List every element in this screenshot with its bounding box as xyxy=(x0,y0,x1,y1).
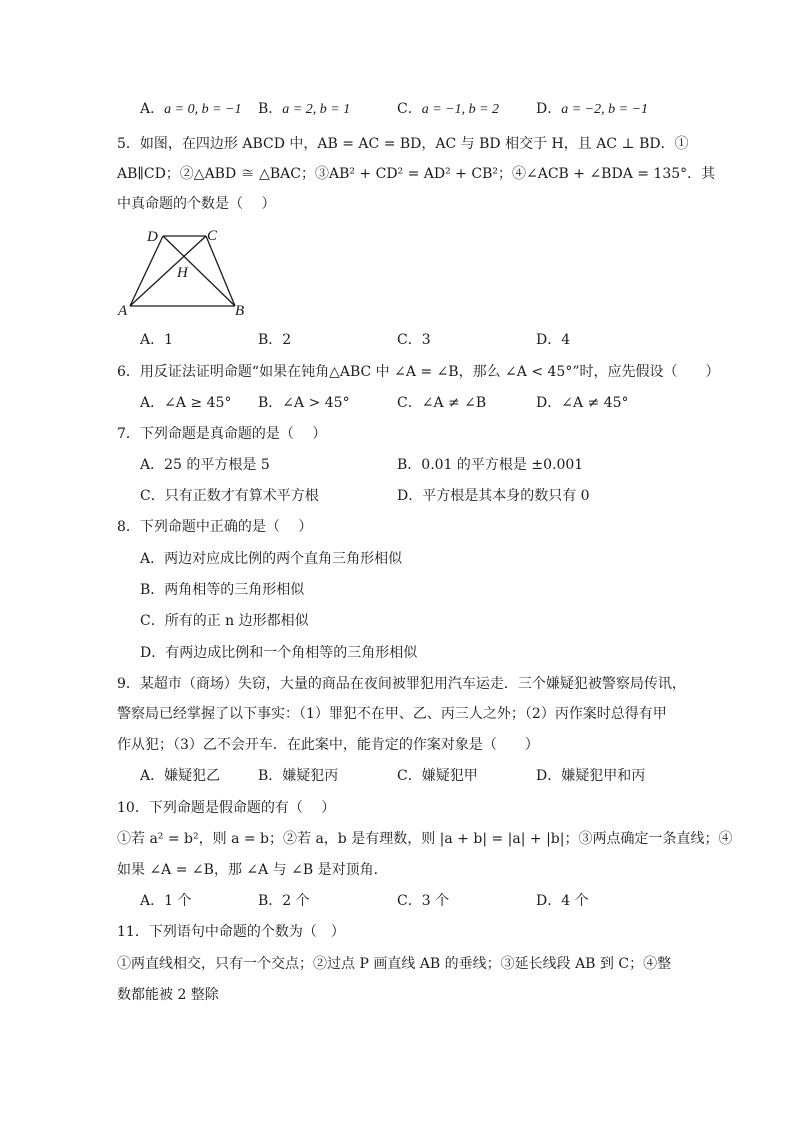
q5-quadrilateral-figure xyxy=(117,224,257,320)
q4-option-a-text: a = 0, b = −1 xyxy=(164,102,242,117)
q7-option-b: B．0.01 的平方根是 ±0.001 xyxy=(397,457,584,473)
q10-option-b: B．2 个 xyxy=(258,893,310,909)
q6-option-a: A．∠A ≥ 45° xyxy=(140,395,232,411)
q5-option-b: B．2 xyxy=(258,332,292,348)
q5-stem-line2: AB∥CD；②△ABD ≅ △BAC；③AB² + CD² = AD² + CB²；④∠ACB + ∠BDA = 135°．其 xyxy=(117,166,716,182)
q8-option-d: D．有两边成比例和一个角相等的三角形相似 xyxy=(140,645,418,661)
q11-statements-line1: ①两直线相交，只有一个交点；②过点 P 画直线 AB 的垂线；③延长线段 AB 到 C；④整 xyxy=(117,956,672,972)
q8-option-c: C．所有的正 n 边形都相似 xyxy=(140,613,309,629)
q6-option-d: D．∠A ≠ 45° xyxy=(536,395,629,411)
intersection-label-h: H xyxy=(177,265,188,281)
q4-option-c xyxy=(397,99,499,120)
q4-option-b xyxy=(258,99,350,120)
segment-cb xyxy=(206,236,235,306)
q9-stem-line3: 作从犯；（3）乙不会开车．在此案中，能肯定的作案对象是（ ） xyxy=(117,737,539,753)
q8-stem: 8．下列命题中正确的是（ ） xyxy=(117,519,313,535)
q4-option-d-text: a = −2, b = −1 xyxy=(561,102,649,117)
q5-stem-line3: 中真命题的个数是（ ） xyxy=(117,196,276,212)
q4-option-d-label: D． xyxy=(536,101,562,117)
q9-option-d: D．嫌疑犯甲和丙 xyxy=(536,768,646,784)
q4-option-a-label: A． xyxy=(140,101,165,117)
q9-option-b: B．嫌疑犯丙 xyxy=(258,768,339,784)
q10-option-d: D．4 个 xyxy=(536,893,589,909)
q5-option-d: D．4 xyxy=(536,332,571,348)
q4-option-b-label: B． xyxy=(258,101,283,117)
q10-stem: 10．下列命题是假命题的有（ ） xyxy=(117,800,336,816)
q8-option-a: A．两边对应成比例的两个直角三角形相似 xyxy=(140,551,403,567)
q4-option-b-text: a = 2, b = 1 xyxy=(282,102,351,117)
q7-option-a: A．25 的平方根是 5 xyxy=(140,457,270,473)
q6-option-b: B．∠A > 45° xyxy=(258,395,350,411)
q4-option-d xyxy=(536,99,648,120)
q7-option-d: D．平方根是其本身的数只有 0 xyxy=(397,488,590,504)
vertex-label-d: D xyxy=(147,229,158,245)
q7-stem: 7．下列命题是真命题的是（ ） xyxy=(117,426,327,442)
q9-option-a: A．嫌疑犯乙 xyxy=(140,768,221,784)
q9-stem-line1: 9．某超市（商场）失窃，大量的商品在夜间被罪犯用汽车运走．三个嫌疑犯被警察局传讯， xyxy=(117,676,686,692)
q5-option-c: C．3 xyxy=(397,332,431,348)
q4-option-a xyxy=(140,99,241,120)
vertex-label-b: B xyxy=(235,303,245,319)
vertex-label-a: A xyxy=(118,303,128,319)
segment-bd xyxy=(163,236,235,306)
segment-ac xyxy=(130,236,206,306)
q10-statements-line1: ①若 a² = b²，则 a = b；②若 a，b 是有理数，则 |a + b| = |a| + |b|；③两点确定一条直线；④ xyxy=(117,831,733,847)
q5-stem-line1: 5．如图，在四边形 ABCD 中，AB = AC = BD，AC 与 BD 相交于 H，且 AC ⊥ BD．① xyxy=(117,136,689,152)
q8-option-b: B．两角相等的三角形相似 xyxy=(140,582,305,598)
q5-option-a: A．1 xyxy=(140,332,174,348)
q10-option-a: A．1 个 xyxy=(140,893,192,909)
q11-statements-line2: 数都能被 2 整除 xyxy=(117,987,219,1003)
q10-option-c: C．3 个 xyxy=(397,893,450,909)
q9-option-c: C．嫌疑犯甲 xyxy=(397,768,478,784)
q11-stem: 11．下列语句中命题的个数为（ ） xyxy=(117,924,345,940)
q10-statements-line2: 如果 ∠A = ∠B，那 ∠A 与 ∠B 是对顶角． xyxy=(117,862,388,878)
q7-option-c: C．只有正数才有算术平方根 xyxy=(140,488,319,504)
segment-da xyxy=(130,236,163,306)
q4-option-c-label: C． xyxy=(397,101,422,117)
q6-option-c: C．∠A ≠ ∠B xyxy=(397,395,487,411)
q4-option-c-text: a = −1, b = 2 xyxy=(421,102,500,117)
vertex-label-c: C xyxy=(207,228,218,244)
q9-stem-line2: 警察局已经掌握了以下事实：（1）罪犯不在甲、乙、丙三人之外；（2）丙作案时总得有甲 xyxy=(117,706,667,722)
q6-stem: 6．用反证法证明命题“如果在钝角△ABC 中 ∠A = ∠B，那么 ∠A < 45°”时，应先假设（ ） xyxy=(117,364,720,380)
